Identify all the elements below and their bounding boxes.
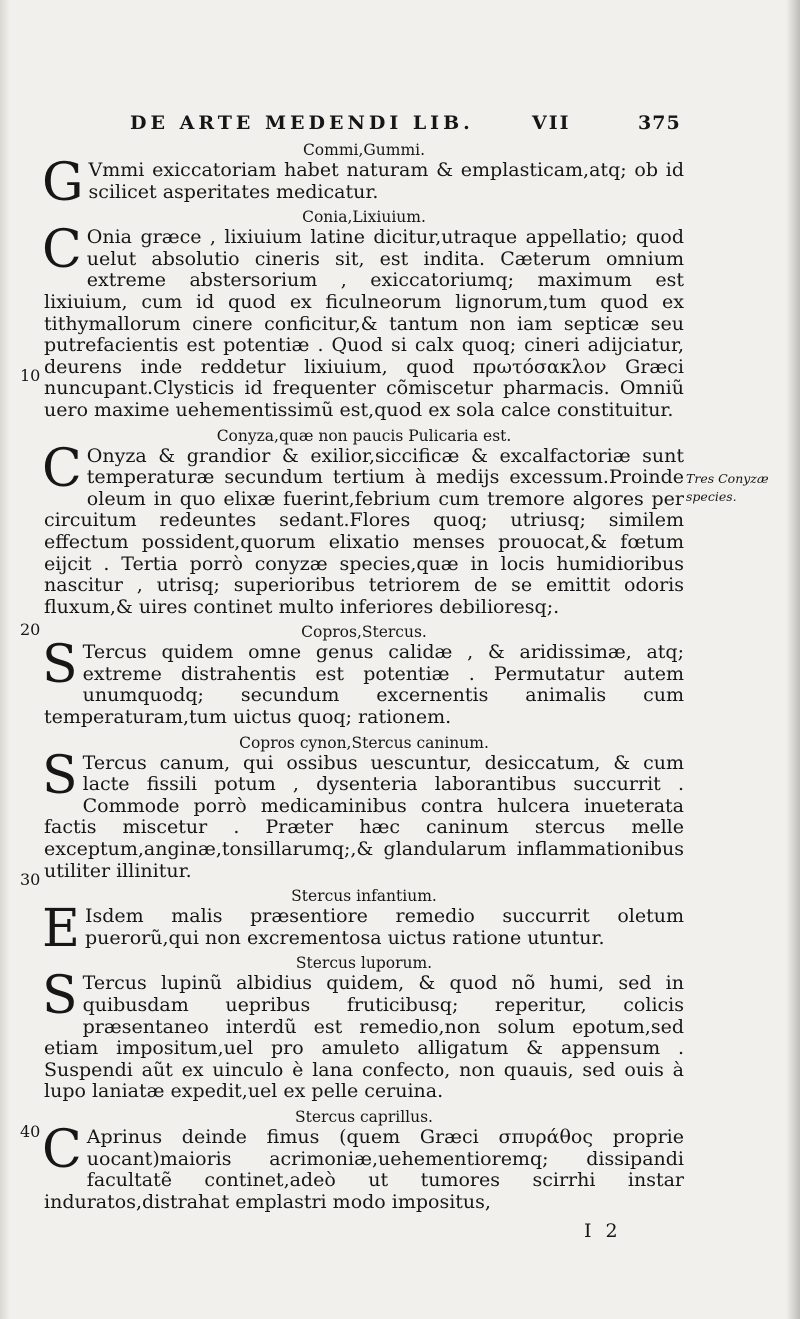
entry-stercus-luporum [44, 953, 684, 1103]
initial-letter: E [42, 899, 80, 960]
entry-text: Aprinus deinde fimus (quem Græci σπυράθος proprie uocant)maioris acrimoniæ,uehementioremq; dissipandi facultatẽ continet,adeò ut tumores scirrhi instar induratos,distrahat emplastri modo impositus, [44, 1125, 684, 1213]
entry-body [42, 153, 684, 213]
entry-text: Onyza & grandior & exilior,siccificæ & excalfactoriæ sunt temperaturæ secundum tertium à medijs excessum.Proinde oleum in quo elixæ fuerint,febrium cum tremore algores per circuitum redeuntes sedant.Flores quoq; utriusq; similem effectum possident,quorum elixatio menses prouocat,& fœtum eijcit . Tertia porrò conyzæ species,quæ in locis humidioribus nascitur , utrisq; superioribus tetriorem de se emittit odoris fluxum,& uires continet multo inferiores debilioresq;. [44, 444, 684, 618]
initial-letter: S [42, 745, 78, 806]
entry-heading: Conia,Lixiuium. [302, 208, 426, 227]
entry-commi [42, 140, 684, 213]
entry-heading: Conyza,quæ non paucis Pulicaria est. [216, 426, 512, 445]
running-head-title: DE ARTE MEDENDI LIB. [130, 112, 474, 134]
entry-body [42, 899, 684, 960]
entry-conia [44, 207, 684, 421]
initial-letter: C [42, 1119, 82, 1180]
entry-body [42, 966, 684, 1103]
initial-letter: C [42, 438, 82, 499]
entry-body [42, 635, 684, 729]
text-block [44, 140, 684, 1217]
entry-body [42, 745, 684, 883]
entry-heading: Stercus luporum. [295, 954, 433, 973]
entry-text: Tercus quidem omne genus calidæ , & aridissimæ, atq; extreme distrahentis est potentiæ . Permutatur autem unumquodq; secundum excernentis animalis cum temperaturam,tum uictus quoq; rationem. [44, 641, 684, 729]
entry-stercus-infantium [42, 886, 684, 960]
line-number: 40 [20, 1122, 41, 1141]
entry-text: Onia græce , lixiuium latine dicitur,utraque appellatio; quod uelut absolutio cineris sit, est indita. Cæterum omnium extreme abstersorium , exiccatoriumq; maximum est lixiuium, cum id quod ex ficulneorum lignorum,tum quod ex tithymallorum cinere conficitur,& tantum non iam septicæ seu putrefacientis est potentiæ . Quod si calx quoq; cineri adijciatur, deurens inde reddetur lixiuium, quod πρωτόσακλον Græci nuncupant.Clysticis id frequenter cõmiscetur pharmacis. Omniũ uero maxime uehementissimũ est,quod ex sola calce constituitur. [44, 226, 684, 421]
entry-copros [44, 622, 684, 728]
entry-stercus-caprillus [44, 1107, 684, 1213]
running-head [130, 112, 690, 138]
entry-heading: Copros cynon,Stercus caninum. [239, 733, 489, 752]
line-number: 10 [20, 366, 41, 385]
initial-letter: S [42, 966, 78, 1027]
entry-text: Vmmi exiccatoriam habet naturam & emplasticam,atq; ob id scilicet asperitates medicatur. [88, 159, 684, 203]
initial-letter: G [42, 153, 84, 213]
margin-note: Tres Conyzæ species. [686, 471, 769, 504]
entry-heading: Stercus caprillus. [295, 1107, 433, 1126]
line-number: 30 [20, 870, 41, 889]
page-edge-left [0, 0, 10, 1319]
running-head-book: VII [532, 112, 571, 134]
entry-heading: Commi,Gummi. [302, 141, 426, 159]
page-number: 375 [638, 112, 681, 134]
entry-conyza [44, 426, 684, 619]
line-number: 20 [20, 620, 41, 639]
entry-text: Tercus canum, qui ossibus uescuntur, desiccatum, & cum lacte fissili potum , dysenteria laborantibus succurrit . Commode porrò medicaminibus contra hulcera inueterata factis miscetur . Præter hæc caninum stercus melle exceptum,anginæ,tonsillarumq;,& glandularum inflammationibus utiliter illinitur. [44, 751, 684, 882]
entry-copros-cynon [44, 733, 684, 883]
entry-heading: Stercus infantium. [291, 887, 437, 906]
page-edge-right [786, 0, 800, 1319]
entry-body [42, 220, 684, 421]
entry-body [42, 438, 684, 619]
entry-text: Tercus lupinũ albidius quidem, & quod nõ humi, sed in quibusdam uepribus fruticibusq; reperitur, colicis præsentaneo interdũ est remedio,non solum epotum,sed etiam impositum,uel pro amuleto alligatum & appensum . Suspendi aũt ex uinculo è lana confecto, non quauis, sed ouis à lupo laniatæ expedit,uel ex pelle ceruina. [44, 972, 684, 1103]
entry-body [42, 1119, 684, 1213]
entry-heading: Copros,Stercus. [301, 623, 427, 642]
entry-text: Isdem malis præsentiore remedio succurrit oletum puerorũ,qui non excrementosa uictus ratione utuntur. [84, 905, 684, 949]
initial-letter: S [42, 635, 78, 696]
catchword: I 2 [584, 1220, 622, 1242]
initial-letter: C [42, 220, 82, 281]
